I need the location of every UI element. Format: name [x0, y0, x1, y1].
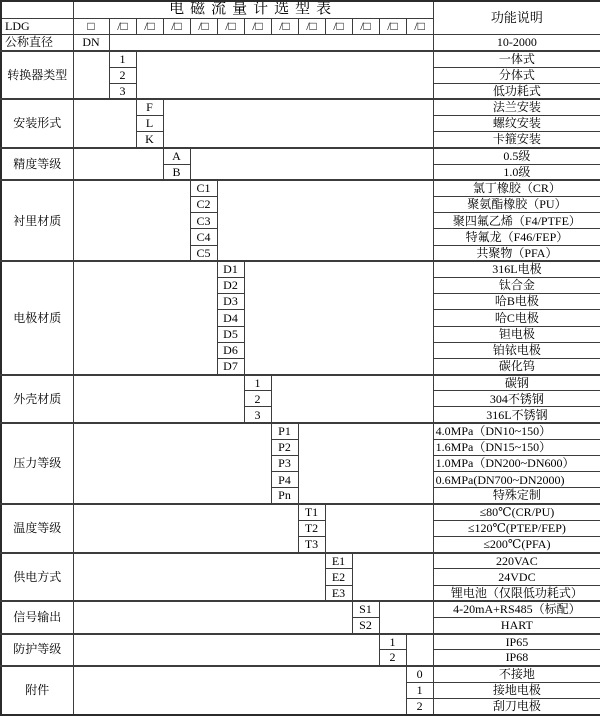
base-code-box: □	[73, 18, 109, 34]
desc-cell: 哈C电极	[433, 310, 600, 326]
code-cell: A	[163, 148, 190, 164]
desc-cell: 氯丁橡胶（CR）	[433, 180, 600, 196]
code-cell: 2	[244, 391, 271, 407]
desc-cell: 共聚物（PFA）	[433, 245, 600, 261]
desc-cell: 锂电池（仅限低功耗式）	[433, 585, 600, 601]
code-cell: 1	[244, 375, 271, 391]
desc-cell: 0.5级	[433, 148, 600, 164]
code-cell: T1	[298, 504, 325, 520]
code-cell: D3	[217, 294, 244, 310]
desc-cell: IP68	[433, 650, 600, 666]
spacer-right	[406, 634, 433, 666]
spacer-left	[73, 601, 352, 633]
spacer-right	[136, 51, 433, 100]
code-cell: S1	[352, 601, 379, 617]
code-cell: D1	[217, 261, 244, 277]
desc-cell: 10-2000	[433, 35, 600, 51]
desc-cell: 特殊定制	[433, 488, 600, 504]
desc-cell: 316L电极	[433, 261, 600, 277]
code-cell: D5	[217, 326, 244, 342]
desc-cell: 1.0级	[433, 164, 600, 180]
code-cell: D7	[217, 358, 244, 374]
section-label-temperature-rating: 温度等级	[1, 504, 73, 553]
code-slot-10: /□	[352, 18, 379, 34]
spacer-left	[73, 51, 109, 100]
code-slot-7: /□	[271, 18, 298, 34]
spacer-left	[73, 148, 163, 180]
section-label-installation-form: 安装形式	[1, 99, 73, 148]
desc-cell: 304不锈钢	[433, 391, 600, 407]
desc-cell: 特氟龙（F46/FEP）	[433, 229, 600, 245]
desc-cell: 卡箍安装	[433, 132, 600, 148]
section-label-power-supply: 供电方式	[1, 553, 73, 602]
section-label-accuracy-class: 精度等级	[1, 148, 73, 180]
desc-cell: 一体式	[433, 51, 600, 67]
code-cell: S2	[352, 617, 379, 633]
desc-cell: 聚四氟乙烯（F4/PTFE）	[433, 213, 600, 229]
code-cell: D4	[217, 310, 244, 326]
spacer-right	[244, 261, 433, 374]
desc-cell: 刮刀电极	[433, 698, 600, 715]
code-cell: D2	[217, 277, 244, 293]
spacer-left	[73, 423, 271, 504]
code-cell: K	[136, 132, 163, 148]
section-label-pressure-rating: 压力等级	[1, 423, 73, 504]
model-prefix: LDG	[1, 18, 73, 34]
code-slot-6: /□	[244, 18, 271, 34]
code-cell: DN	[73, 35, 109, 51]
section-label-nominal-diameter: 公称直径	[1, 35, 73, 51]
title-left-spacer	[1, 1, 73, 18]
spacer-left	[73, 666, 406, 715]
desc-cell: 1.6MPa（DN15~150）	[433, 439, 600, 455]
code-cell: D6	[217, 342, 244, 358]
desc-cell: 分体式	[433, 67, 600, 83]
spacer-left	[73, 375, 244, 424]
code-cell: 3	[109, 83, 136, 99]
section-label-lining-material: 衬里材质	[1, 180, 73, 261]
desc-cell: 法兰安装	[433, 99, 600, 115]
spacer-right	[298, 423, 433, 504]
desc-cell: 220VAC	[433, 553, 600, 569]
desc-cell: IP65	[433, 634, 600, 650]
section-label-signal-output: 信号输出	[1, 601, 73, 633]
desc-cell: ≤200℃(PFA)	[433, 536, 600, 552]
desc-cell: 1.0MPa（DN200~DN600）	[433, 456, 600, 472]
section-label-converter-type: 转换器类型	[1, 51, 73, 100]
code-cell: C5	[190, 245, 217, 261]
function-column-header: 功能说明	[433, 1, 600, 35]
desc-cell: 碳钢	[433, 375, 600, 391]
spacer-left	[73, 99, 136, 148]
code-cell: 1	[406, 682, 433, 698]
code-cell: C3	[190, 213, 217, 229]
desc-cell: 4-20mA+RS485（标配）	[433, 601, 600, 617]
code-cell: B	[163, 164, 190, 180]
spacer-left	[73, 261, 217, 374]
desc-cell: 钛合金	[433, 277, 600, 293]
code-slot-11: /□	[379, 18, 406, 34]
desc-cell: 316L不锈钢	[433, 407, 600, 423]
spacer-right	[109, 35, 433, 51]
code-cell: F	[136, 99, 163, 115]
desc-cell: ≤80℃(CR/PU)	[433, 504, 600, 520]
spacer-left	[73, 553, 325, 602]
code-slot-9: /□	[325, 18, 352, 34]
code-slot-8: /□	[298, 18, 325, 34]
section-label-protection-rating: 防护等级	[1, 634, 73, 666]
desc-cell: 不接地	[433, 666, 600, 682]
desc-cell: 钽电极	[433, 326, 600, 342]
code-cell: 2	[406, 698, 433, 715]
code-cell: 2	[109, 67, 136, 83]
code-cell: P3	[271, 456, 298, 472]
desc-cell: 碳化钨	[433, 358, 600, 374]
desc-cell: HART	[433, 617, 600, 633]
code-cell: E2	[325, 569, 352, 585]
code-slot-4: /□	[190, 18, 217, 34]
spacer-right	[352, 553, 433, 602]
spacer-right	[217, 180, 433, 261]
code-cell: 1	[109, 51, 136, 67]
code-cell: 0	[406, 666, 433, 682]
spacer-left	[73, 634, 379, 666]
code-cell: 3	[244, 407, 271, 423]
code-cell: P4	[271, 472, 298, 488]
code-cell: 1	[379, 634, 406, 650]
table-title: 电磁流量计选型表	[73, 1, 433, 18]
spacer-right	[325, 504, 433, 553]
code-cell: 2	[379, 650, 406, 666]
desc-cell: 24VDC	[433, 569, 600, 585]
desc-cell: 铂铱电极	[433, 342, 600, 358]
code-cell: T2	[298, 520, 325, 536]
section-label-electrode-material: 电极材质	[1, 261, 73, 374]
desc-cell: 低功耗式	[433, 83, 600, 99]
spacer-left	[73, 504, 298, 553]
desc-cell: 螺纹安装	[433, 116, 600, 132]
spacer-right	[379, 601, 433, 633]
code-cell: E1	[325, 553, 352, 569]
desc-cell: 0.6MPa(DN700~DN2000)	[433, 472, 600, 488]
code-cell: Pn	[271, 488, 298, 504]
spacer-right	[163, 99, 433, 148]
code-cell: L	[136, 116, 163, 132]
spacer-right	[271, 375, 433, 424]
code-cell: P2	[271, 439, 298, 455]
spacer-right	[190, 148, 433, 180]
section-label-accessories: 附件	[1, 666, 73, 715]
desc-cell: 哈B电极	[433, 294, 600, 310]
desc-cell: 聚氨酯橡胶（PU）	[433, 197, 600, 213]
code-slot-3: /□	[163, 18, 190, 34]
code-slot-2: /□	[136, 18, 163, 34]
code-cell: E3	[325, 585, 352, 601]
code-slot-12: /□	[406, 18, 433, 34]
code-slot-1: /□	[109, 18, 136, 34]
desc-cell: 接地电极	[433, 682, 600, 698]
section-label-housing-material: 外壳材质	[1, 375, 73, 424]
code-cell: C4	[190, 229, 217, 245]
code-slot-5: /□	[217, 18, 244, 34]
code-cell: C2	[190, 197, 217, 213]
code-cell: C1	[190, 180, 217, 196]
code-cell: P1	[271, 423, 298, 439]
desc-cell: ≤120℃(PTEP/FEP)	[433, 520, 600, 536]
desc-cell: 4.0MPa（DN10~150）	[433, 423, 600, 439]
code-cell: T3	[298, 536, 325, 552]
spacer-left	[73, 180, 190, 261]
